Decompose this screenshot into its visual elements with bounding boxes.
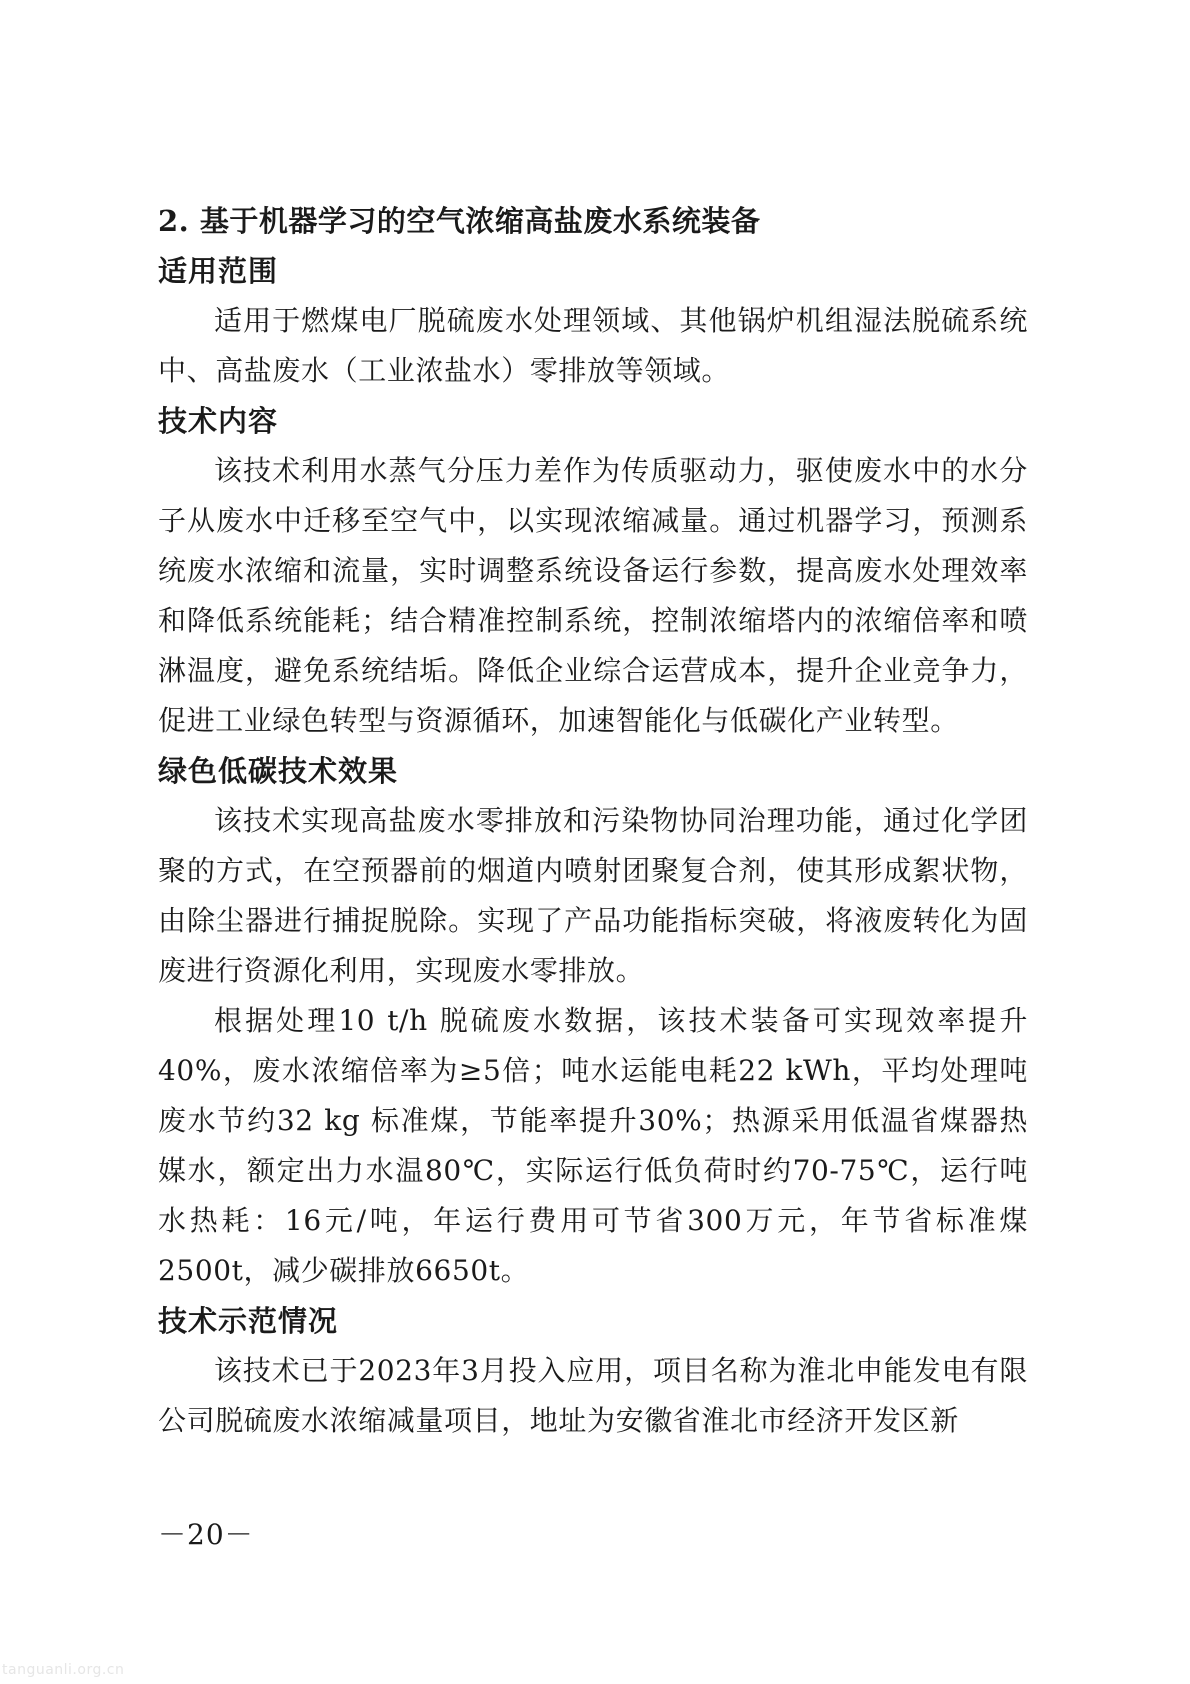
page-number: －20－ bbox=[158, 1518, 254, 1551]
demo-paragraph: 该技术已于2023年3月投入应用，项目名称为淮北申能发电有限公司脱硫废水浓缩减量项目，地址为安徽省淮北市经济开发区新 bbox=[158, 1354, 1028, 1437]
document-body bbox=[158, 196, 1028, 1446]
section-heading-demo: 技术示范情况 bbox=[158, 1304, 339, 1338]
content-paragraph: 该技术利用水蒸气分压力差作为传质驱动力，驱使废水中的水分子从废水中迁移至空气中，以实现浓缩减量。通过机器学习，预测系统废水浓缩和流量，实时调整系统设备运行参数，提高废水处理效率和降低系统能耗；结合精准控制系统，控制浓缩塔内的浓缩倍率和喷淋温度，避免系统结垢。降低企业综合运营成本，提升企业竞争力，促进工业绿色转型与资源循环，加速智能化与低碳化产业转型。 bbox=[158, 454, 1028, 737]
scope-paragraph: 适用于燃煤电厂脱硫废水处理领域、其他锅炉机组湿法脱硫系统中、高盐废水（工业浓盐水）零排放等领域。 bbox=[158, 304, 1028, 387]
effect-paragraph-1: 该技术实现高盐废水零排放和污染物协同治理功能，通过化学团聚的方式，在空预器前的烟道内喷射团聚复合剂，使其形成絮状物，由除尘器进行捕捉脱除。实现了产品功能指标突破，将液废转化为固废进行资源化利用，实现废水零排放。 bbox=[158, 804, 1028, 987]
watermark: tanguanli.org.cn bbox=[2, 1662, 125, 1678]
effect-paragraph-2: 根据处理10 t/h 脱硫废水数据，该技术装备可实现效率提升40%，废水浓缩倍率为≥5倍；吨水运能电耗22 kWh，平均处理吨废水节约32 kg 标准煤，节能率提升30%；热源采用低温省煤器热媒水，额定出力水温80℃，实际运行低负荷时约70-75℃，运行吨水热耗：16元/吨，年运行费用可节省300万元，年节省标准煤2500t，减少碳排放6650t。 bbox=[158, 1004, 1028, 1287]
section-heading-effect: 绿色低碳技术效果 bbox=[158, 754, 399, 788]
document-title: 2. 基于机器学习的空气浓缩高盐废水系统装备 bbox=[158, 204, 761, 238]
section-heading-scope: 适用范围 bbox=[158, 254, 279, 288]
section-heading-content: 技术内容 bbox=[158, 404, 279, 438]
